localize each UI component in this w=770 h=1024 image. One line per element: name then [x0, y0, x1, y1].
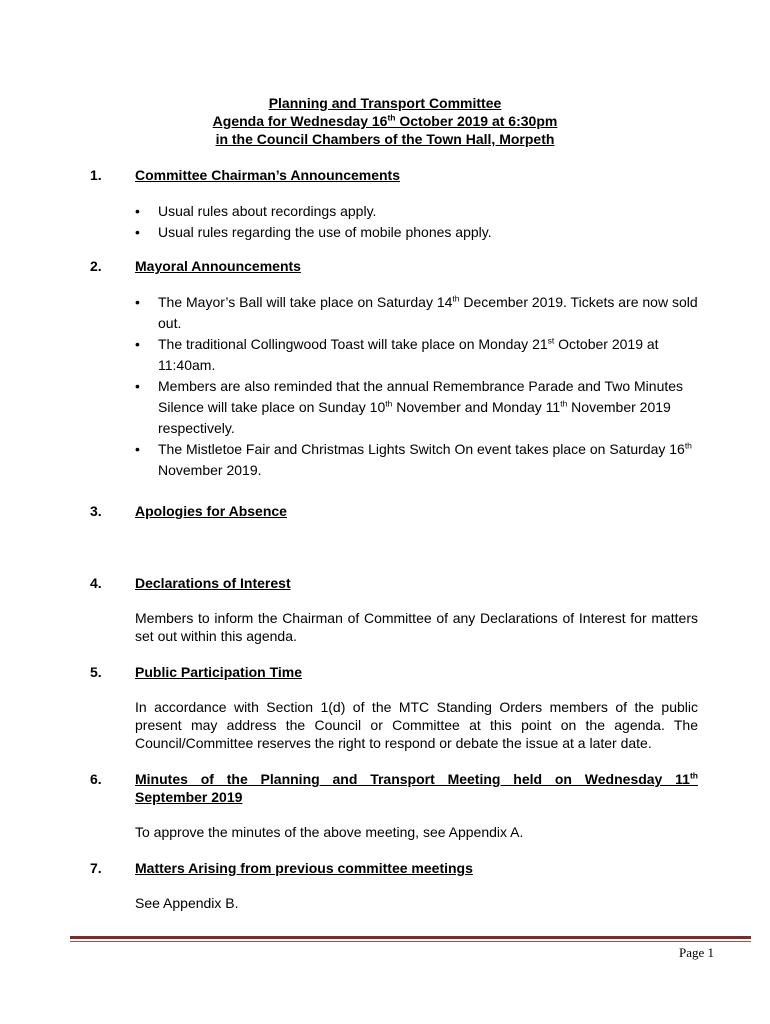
- item-title-minutes: Minutes of the Planning and Transport Meeting held on Wednesday 11th: [135, 770, 698, 787]
- item-title-public-participation: Public Participation Time: [135, 664, 303, 680]
- item-title-mayoral-announcements: Mayoral Announcements: [135, 258, 301, 274]
- item-number: 5.: [90, 664, 102, 680]
- item-number: 7.: [90, 860, 102, 876]
- item-title-apologies: Apologies for Absence: [135, 503, 287, 519]
- agenda-title-line2: Agenda for Wednesday 16th October 2019 at 6:30pm: [212, 112, 558, 129]
- bullet-item: • The traditional Collingwood Toast will take place on Monday 21st October 2019 at 11:40am.: [135, 334, 707, 376]
- item-number: 6.: [90, 771, 102, 787]
- item-number: 3.: [90, 503, 102, 519]
- bullet-item: • Usual rules about recordings apply.: [135, 201, 707, 222]
- mayoral-bullet-list: [135, 292, 707, 481]
- chairman-bullet-list: [135, 201, 707, 243]
- bullet-item: • The Mayor’s Ball will take place on Saturday 14th December 2019. Tickets are now sold out.: [135, 292, 707, 334]
- bullet-item: • The Mistletoe Fair and Christmas Lights Switch On event takes place on Saturday 16th November 2019.: [135, 439, 707, 481]
- public-participation-body: In accordance with Section 1(d) of the MTC Standing Orders members of the public present may address the Council or Committee at this point on the agenda. The Council/Committee reserves the right to respond or debate the issue at a later date.: [135, 699, 698, 751]
- item-number: 4.: [90, 575, 102, 591]
- footer-rule: [70, 936, 751, 939]
- agenda-title-line3: in the Council Chambers of the Town Hall, Morpeth: [215, 131, 555, 147]
- item-title-minutes-line2: September 2019: [135, 789, 243, 805]
- page-number: Page 1: [678, 945, 714, 960]
- minutes-body: To approve the minutes of the above meeting, see Appendix A.: [135, 824, 524, 840]
- bullet-item: • Members are also reminded that the annual Remembrance Parade and Two Minutes Silence will take place on Sunday 10th November and Monday 11th November 2019 respectively.: [135, 376, 707, 439]
- item-title-matters-arising: Matters Arising from previous committee meetings: [135, 860, 473, 876]
- item-number: 1.: [90, 167, 102, 183]
- item-title-chairman-announcements: Committee Chairman’s Announcements: [135, 167, 401, 183]
- matters-arising-body: See Appendix B.: [135, 895, 239, 911]
- agenda-title-line1: Planning and Transport Committee: [268, 95, 502, 111]
- item-title-declarations: Declarations of Interest: [135, 575, 291, 591]
- footer-rule-thin: [70, 941, 751, 942]
- declarations-body: Members to inform the Chairman of Committee of any Declarations of Interest for matters set out within this agenda.: [135, 610, 698, 644]
- item-number: 2.: [90, 258, 102, 274]
- bullet-item: • Usual rules regarding the use of mobile phones apply.: [135, 222, 707, 243]
